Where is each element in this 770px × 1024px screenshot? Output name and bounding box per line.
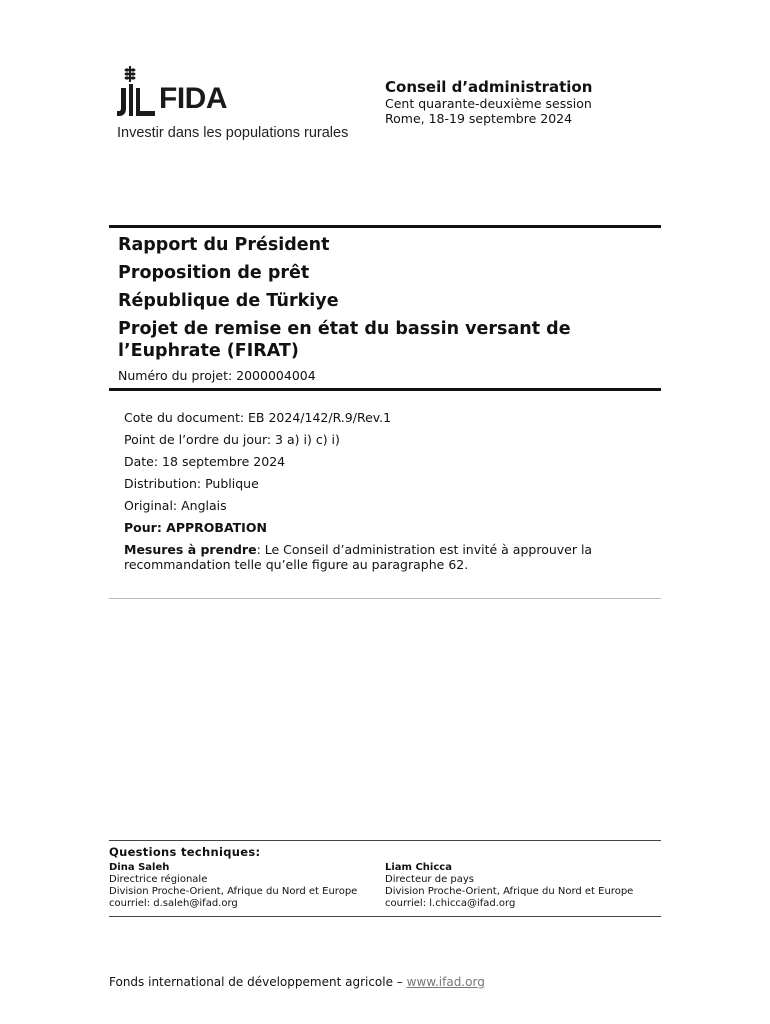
contact-card	[109, 862, 357, 910]
contact-name: Dina Saleh	[109, 862, 170, 873]
document-header	[385, 78, 592, 126]
action-required	[124, 542, 644, 572]
contacts-heading: Questions techniques:	[109, 845, 261, 859]
footer-text: Fonds international de développement agricole –	[109, 975, 407, 989]
contact-email: courriel: l.chicca@ifad.org	[385, 898, 516, 909]
logo-wordmark: FIDA	[159, 82, 227, 115]
proposal-title: Proposition de prêt	[118, 263, 310, 283]
fida-logo	[117, 64, 367, 144]
document-date: Date: 18 septembre 2024	[124, 454, 286, 469]
footer	[109, 975, 485, 989]
purpose: Pour: APPROBATION	[124, 520, 267, 535]
wheat-figure-icon	[117, 64, 157, 120]
divider	[109, 916, 661, 917]
action-label: Mesures à prendre	[124, 542, 257, 557]
contact-name: Liam Chicca	[385, 862, 452, 873]
contact-division: Division Proche-Orient, Afrique du Nord et Europe	[109, 886, 358, 897]
contact-email: courriel: d.saleh@ifad.org	[109, 898, 238, 909]
contact-card	[385, 862, 633, 910]
ifad-website-link[interactable]: www.ifad.org	[406, 975, 485, 989]
title-block	[118, 234, 658, 384]
divider	[109, 840, 661, 841]
divider	[109, 598, 661, 599]
contact-role: Directrice régionale	[109, 874, 208, 885]
project-number: Numéro du projet: 2000004004	[118, 368, 316, 383]
document-reference: Cote du document: EB 2024/142/R.9/Rev.1	[124, 410, 392, 425]
contact-role: Directeur de pays	[385, 874, 475, 885]
action-text: : Le Conseil d’administration est invité à approuver la recommandation telle qu’elle figure au paragraphe 62.	[124, 542, 593, 572]
country-title: République de Türkiye	[118, 291, 339, 311]
divider	[109, 225, 661, 228]
project-title: Projet de remise en état du bassin versant de l’Euphrate (FIRAT)	[118, 319, 571, 361]
place-date: Rome, 18-19 septembre 2024	[385, 111, 573, 126]
report-title: Rapport du Président	[118, 235, 330, 255]
session-label: Cent quarante-deuxième session	[385, 96, 592, 111]
board-title: Conseil d’administration	[385, 78, 593, 96]
contact-division: Division Proche-Orient, Afrique du Nord et Europe	[385, 886, 634, 897]
distribution: Distribution: Publique	[124, 476, 259, 491]
agenda-item: Point de l’ordre du jour: 3 a) i) c) i)	[124, 432, 340, 447]
divider	[109, 388, 661, 391]
document-metadata	[124, 410, 644, 579]
original-language: Original: Anglais	[124, 498, 227, 513]
logo-tagline: Investir dans les populations rurales	[117, 125, 349, 141]
